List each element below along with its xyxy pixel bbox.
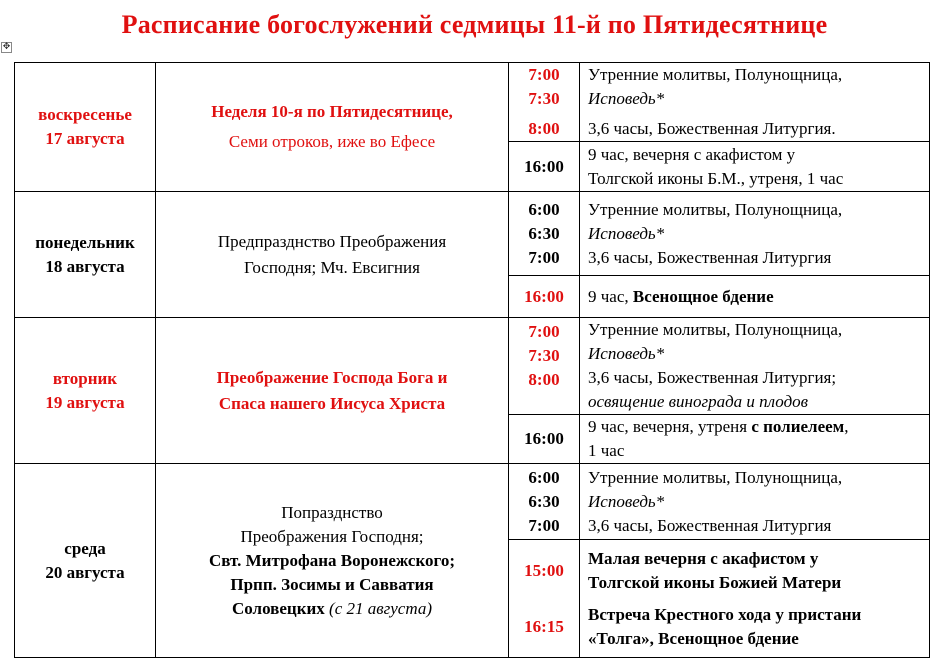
service-line: Исповедь* bbox=[588, 223, 665, 243]
time-cell bbox=[509, 63, 580, 142]
table-row bbox=[15, 464, 930, 540]
service-line: Исповедь* bbox=[588, 344, 665, 363]
service-line: 9 час, вечерня с акафистом у bbox=[588, 144, 796, 164]
feast-line: Прпп. Зосимы и Савватия bbox=[230, 574, 434, 594]
service-line-group bbox=[588, 415, 929, 439]
service-time: 7:00 bbox=[528, 515, 560, 535]
service-time: 7:30 bbox=[528, 346, 560, 365]
date: 18 августа bbox=[45, 256, 125, 276]
service-line: освящение винограда и плодов bbox=[588, 392, 809, 411]
weekday: понедельник bbox=[35, 232, 135, 252]
day-cell bbox=[15, 318, 156, 464]
feast-line: Неделя 10-я по Пятидесятнице, bbox=[211, 102, 453, 121]
service-line-group bbox=[588, 285, 929, 309]
service-time: 8:00 bbox=[528, 119, 560, 138]
service-line-group bbox=[588, 167, 929, 191]
table-row bbox=[15, 192, 930, 276]
service-line: Утренние молитвы, Полунощница, bbox=[588, 467, 843, 487]
service-line: Всенощное бдение bbox=[632, 286, 774, 306]
service-time: 15:00 bbox=[524, 560, 564, 580]
service-desc-cell bbox=[580, 142, 930, 192]
time-cell bbox=[509, 415, 580, 464]
service-line: Малая вечерня с акафистом у bbox=[588, 548, 819, 568]
service-time: 16:00 bbox=[524, 429, 564, 448]
service-line: Утренние молитвы, Полунощница, bbox=[588, 65, 843, 84]
feast-cell bbox=[156, 318, 509, 464]
service-time: 6:00 bbox=[528, 199, 560, 219]
time-cell bbox=[509, 318, 580, 415]
service-desc-cell bbox=[580, 63, 930, 142]
page-title: Расписание богослужений седмицы 11-й по Пятидесятнице bbox=[121, 10, 828, 39]
service-desc-cell bbox=[580, 464, 930, 540]
service-line: 3,6 часы, Божественная Литургия. bbox=[588, 119, 836, 138]
time-cell bbox=[509, 540, 580, 658]
service-time: 16:15 bbox=[524, 616, 564, 636]
service-line: с полиелеем bbox=[751, 417, 845, 436]
service-line: 9 час, bbox=[588, 286, 629, 306]
service-line: «Толга», Всенощное бдение bbox=[588, 628, 799, 648]
feast-line: Господня; Мч. Евсигния bbox=[244, 257, 420, 277]
feast-line: Спаса нашего Иисуса Христа bbox=[218, 393, 446, 413]
service-line: Толгской иконы Божией Матери bbox=[588, 572, 842, 592]
service-line: 1 час bbox=[806, 168, 844, 188]
feast-note: (с 21 августа) bbox=[329, 598, 432, 618]
service-desc-cell bbox=[580, 540, 930, 658]
service-line: , bbox=[844, 417, 849, 436]
feast-cell bbox=[156, 464, 509, 658]
service-desc-cell bbox=[580, 276, 930, 318]
time-cell bbox=[509, 276, 580, 318]
service-time: 16:00 bbox=[524, 286, 564, 306]
feast-line-group bbox=[156, 597, 508, 621]
service-time: 6:30 bbox=[528, 223, 560, 243]
service-line: Утренние молитвы, Полунощница, bbox=[588, 320, 843, 339]
service-time: 6:00 bbox=[528, 467, 560, 487]
day-cell bbox=[15, 192, 156, 318]
feast-line: Предпразднство Преображения bbox=[217, 231, 447, 251]
service-desc-cell bbox=[580, 415, 930, 464]
service-time: 7:00 bbox=[528, 247, 560, 267]
day-cell bbox=[15, 63, 156, 192]
service-time: 7:00 bbox=[528, 65, 560, 84]
time-cell bbox=[509, 192, 580, 276]
weekday: воскресенье bbox=[38, 105, 132, 124]
service-desc-cell bbox=[580, 192, 930, 276]
date: 19 августа bbox=[45, 392, 125, 412]
weekday: вторник bbox=[52, 368, 118, 388]
feast-line: Преображение Господа Бога и bbox=[216, 367, 448, 387]
service-line: 3,6 часы, Божественная Литургия bbox=[588, 247, 832, 267]
service-time: 6:30 bbox=[528, 491, 560, 511]
service-time: 7:00 bbox=[528, 322, 560, 341]
feast-line: Семи отроков, иже во Ефесе bbox=[228, 132, 436, 151]
feast-line: Преображения Господня; bbox=[240, 526, 424, 546]
table-row bbox=[15, 63, 930, 142]
service-line: Исповедь* bbox=[588, 89, 665, 108]
service-time: 7:30 bbox=[528, 89, 560, 108]
day-cell bbox=[15, 464, 156, 658]
service-line: 3,6 часы, Божественная Литургия; bbox=[588, 368, 837, 387]
table-row bbox=[15, 318, 930, 415]
service-desc-cell bbox=[580, 318, 930, 415]
service-line: Встреча Крестного хода у пристани bbox=[588, 604, 862, 624]
feast-cell bbox=[156, 63, 509, 192]
schedule-table bbox=[14, 62, 930, 658]
service-line: 1 час bbox=[588, 441, 625, 460]
table-move-handle-icon[interactable]: ✥ bbox=[2, 42, 11, 52]
service-line: Утренние молитвы, Полунощница, bbox=[588, 199, 843, 219]
time-cell bbox=[509, 464, 580, 540]
time-cell bbox=[509, 142, 580, 192]
feast-cell bbox=[156, 192, 509, 318]
service-line: 9 час, вечерня, утреня bbox=[588, 417, 748, 436]
weekday: среда bbox=[64, 538, 106, 558]
date: 17 августа bbox=[45, 129, 125, 148]
feast-line: Попразднство bbox=[281, 502, 383, 522]
feast-line: Свт. Митрофана Воронежского; bbox=[209, 550, 455, 570]
service-time: 16:00 bbox=[524, 156, 564, 176]
service-line: Толгской иконы Б.М., утреня, bbox=[588, 168, 803, 188]
service-line: 3,6 часы, Божественная Литургия bbox=[588, 515, 832, 535]
date: 20 августа bbox=[45, 562, 125, 582]
service-time: 8:00 bbox=[528, 370, 560, 389]
service-line: Исповедь* bbox=[588, 491, 665, 511]
feast-line: Соловецких bbox=[232, 598, 325, 618]
